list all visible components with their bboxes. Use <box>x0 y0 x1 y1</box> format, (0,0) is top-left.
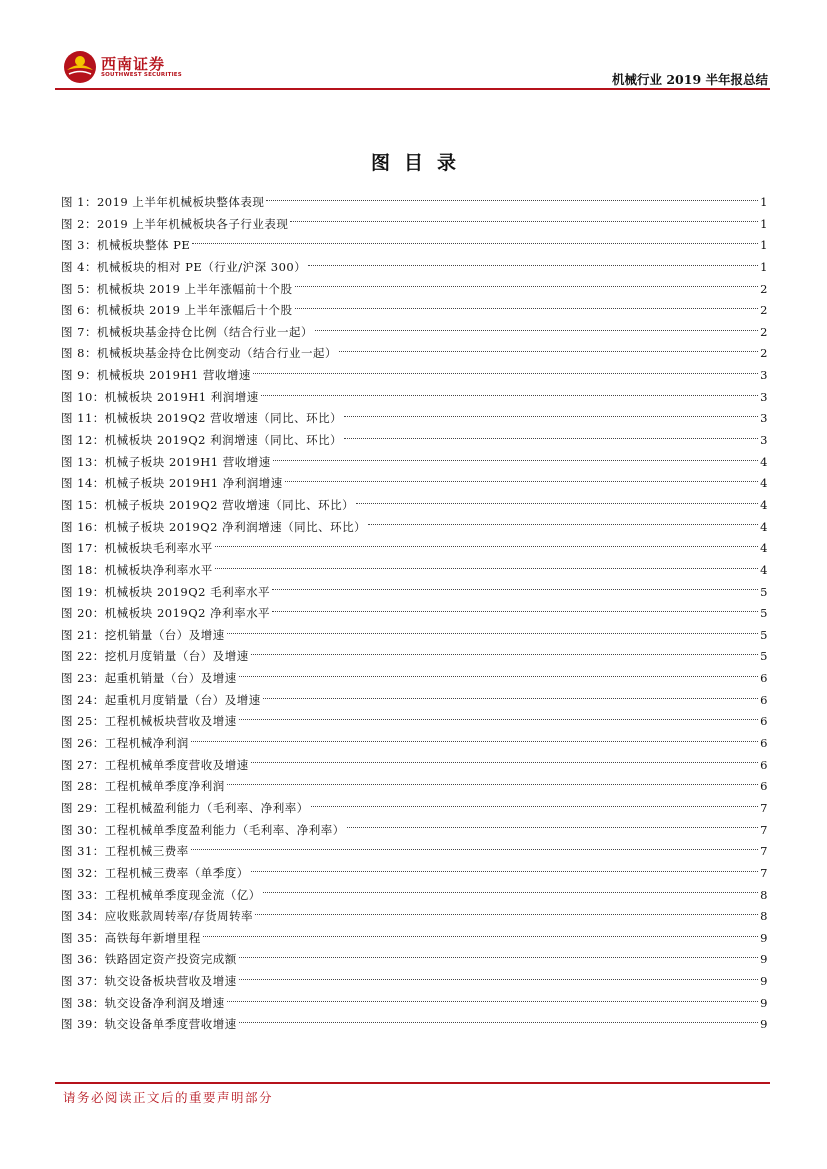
toc-entry-label: 图 33：工程机械单季度现金流（亿） <box>61 887 261 902</box>
toc-entry-page: 5 <box>760 627 768 642</box>
logo-icon <box>63 50 97 84</box>
toc-entry[interactable] <box>61 582 768 604</box>
toc-entry-page: 4 <box>760 476 768 491</box>
toc-leader-dots <box>227 1000 758 1002</box>
toc-entry[interactable] <box>61 928 768 950</box>
toc-leader-dots <box>295 285 758 287</box>
toc-entry-page: 4 <box>760 454 768 469</box>
toc-entry-page: 2 <box>760 324 768 339</box>
toc-entry-page: 4 <box>760 562 768 577</box>
toc-entry-page: 3 <box>760 411 768 426</box>
toc-entry-label: 图 34：应收账款周转率/存货周转率 <box>61 909 254 924</box>
toc-entry-label: 图 37：轨交设备板块营收及增速 <box>61 974 237 989</box>
toc-leader-dots <box>251 870 758 872</box>
toc-entry-page: 1 <box>760 216 768 231</box>
toc-leader-dots <box>255 913 758 915</box>
toc-leader-dots <box>239 718 758 720</box>
toc-entry-page: 7 <box>760 844 768 859</box>
toc-entry-page: 6 <box>760 671 768 686</box>
toc-entry-page: 9 <box>760 930 768 945</box>
figure-list <box>61 192 768 1036</box>
toc-entry-label: 图 5：机械板块 2019 上半年涨幅前十个股 <box>61 281 293 296</box>
toc-entry[interactable] <box>61 646 768 668</box>
toc-entry-page: 5 <box>760 584 768 599</box>
toc-leader-dots <box>192 242 758 244</box>
report-title: 机械行业 2019 半年报总结 <box>612 72 768 87</box>
toc-entry-label: 图 13：机械子板块 2019H1 营收增速 <box>61 454 271 469</box>
toc-entry[interactable] <box>61 257 768 279</box>
toc-entry-label: 图 20：机械板块 2019Q2 净利率水平 <box>61 606 271 621</box>
toc-entry[interactable] <box>61 365 768 387</box>
toc-leader-dots <box>239 956 758 958</box>
toc-entry-label: 图 39：轨交设备单季度营收增速 <box>61 1017 237 1032</box>
toc-entry-label: 图 23：起重机销量（台）及增速 <box>61 671 237 686</box>
toc-leader-dots <box>251 653 758 655</box>
toc-entry-label: 图 15：机械子板块 2019Q2 营收增速（同比、环比） <box>61 497 355 512</box>
toc-entry-label: 图 24：起重机月度销量（台）及增速 <box>61 692 261 707</box>
toc-entry-page: 5 <box>760 606 768 621</box>
toc-entry[interactable] <box>61 863 768 885</box>
toc-leader-dots <box>263 697 758 699</box>
toc-entry[interactable] <box>61 300 768 322</box>
toc-leader-dots <box>239 1021 758 1023</box>
toc-leader-dots <box>261 394 758 396</box>
toc-entry-label: 图 3：机械板块整体 PE <box>61 238 191 253</box>
toc-entry-label: 图 28：工程机械单季度净利润 <box>61 779 225 794</box>
toc-leader-dots <box>308 264 758 266</box>
toc-leader-dots <box>285 480 758 482</box>
toc-entry-label: 图 22：挖机月度销量（台）及增速 <box>61 649 249 664</box>
toc-leader-dots <box>356 502 758 504</box>
toc-entry[interactable] <box>61 776 768 798</box>
toc-leader-dots <box>239 978 758 980</box>
toc-entry[interactable] <box>61 430 768 452</box>
toc-entry[interactable] <box>61 993 768 1015</box>
toc-entry-page: 6 <box>760 736 768 751</box>
toc-entry-label: 图 18：机械板块净利率水平 <box>61 562 213 577</box>
toc-entry-page: 9 <box>760 995 768 1010</box>
toc-leader-dots <box>191 848 758 850</box>
toc-entry-page: 6 <box>760 779 768 794</box>
toc-entry-page: 8 <box>760 909 768 924</box>
toc-entry-label: 图 4：机械板块的相对 PE（行业/沪深 300） <box>61 259 307 274</box>
toc-entry[interactable] <box>61 690 768 712</box>
toc-entry[interactable] <box>61 279 768 301</box>
toc-leader-dots <box>191 740 758 742</box>
toc-entry-page: 1 <box>760 259 768 274</box>
toc-entry[interactable] <box>61 711 768 733</box>
toc-entry-label: 图 7：机械板块基金持仓比例（结合行业一起） <box>61 324 313 339</box>
logo-chinese-text: 西南证券 <box>101 55 166 73</box>
toc-entry-page: 1 <box>760 195 768 209</box>
toc-entry[interactable] <box>61 755 768 777</box>
toc-entry[interactable] <box>61 343 768 365</box>
toc-entry-page: 6 <box>760 757 768 772</box>
toc-entry-page: 4 <box>760 541 768 556</box>
toc-entry[interactable] <box>61 733 768 755</box>
toc-entry-label: 图 12：机械板块 2019Q2 利润增速（同比、环比） <box>61 433 343 448</box>
toc-leader-dots <box>263 891 758 893</box>
toc-entry-label: 图 11：机械板块 2019Q2 营收增速（同比、环比） <box>61 411 343 426</box>
toc-entry-page: 6 <box>760 692 768 707</box>
toc-entry-page: 4 <box>760 497 768 512</box>
toc-leader-dots <box>295 307 758 309</box>
toc-leader-dots <box>253 372 758 374</box>
toc-entry[interactable] <box>61 387 768 409</box>
toc-entry[interactable] <box>61 517 768 539</box>
toc-leader-dots <box>227 632 758 634</box>
toc-entry[interactable] <box>61 560 768 582</box>
footer-divider <box>55 1082 770 1084</box>
toc-entry[interactable] <box>61 625 768 647</box>
toc-entry[interactable] <box>61 538 768 560</box>
toc-leader-dots <box>344 437 758 439</box>
toc-entry[interactable] <box>61 668 768 690</box>
toc-entry[interactable] <box>61 841 768 863</box>
toc-leader-dots <box>215 567 758 569</box>
toc-entry-label: 图 8：机械板块基金持仓比例变动（结合行业一起） <box>61 346 337 361</box>
toc-entry-page: 3 <box>760 368 768 383</box>
toc-leader-dots <box>272 588 758 590</box>
toc-entry[interactable] <box>61 1014 768 1036</box>
toc-entry[interactable] <box>61 603 768 625</box>
toc-entry[interactable] <box>61 452 768 474</box>
toc-entry[interactable] <box>61 473 768 495</box>
toc-leader-dots <box>368 523 758 525</box>
toc-entry-page: 1 <box>760 238 768 253</box>
toc-leader-dots <box>272 610 758 612</box>
toc-entry-label: 图 32：工程机械三费率（单季度） <box>61 865 249 880</box>
toc-entry-page: 3 <box>760 389 768 404</box>
toc-leader-dots <box>344 415 758 417</box>
toc-entry[interactable] <box>61 235 768 257</box>
toc-entry-label: 图 29：工程机械盈利能力（毛利率、净利率） <box>61 800 309 815</box>
toc-leader-dots <box>315 329 758 331</box>
header-divider <box>55 88 770 90</box>
toc-entry[interactable] <box>61 820 768 842</box>
toc-entry[interactable] <box>61 971 768 993</box>
toc-entry-label: 图 31：工程机械三费率 <box>61 844 189 859</box>
toc-entry-label: 图 36：铁路固定资产投资完成额 <box>61 952 237 967</box>
toc-entry[interactable] <box>61 798 768 820</box>
toc-leader-dots <box>273 459 758 461</box>
toc-entry-page: 4 <box>760 519 768 534</box>
toc-entry-page: 2 <box>760 281 768 296</box>
company-logo <box>63 50 183 84</box>
toc-entry-page: 7 <box>760 800 768 815</box>
toc-entry-label: 图 2：2019 上半年机械板块各子行业表现 <box>61 216 289 231</box>
toc-leader-dots <box>251 761 758 763</box>
toc-leader-dots <box>339 350 758 352</box>
toc-entry-page: 9 <box>760 1017 768 1032</box>
toc-entry[interactable] <box>61 906 768 928</box>
toc-entry-page: 5 <box>760 649 768 664</box>
toc-entry-label: 图 9：机械板块 2019H1 营收增速 <box>61 368 251 383</box>
toc-entry-label: 图 30：工程机械单季度盈利能力（毛利率、净利率） <box>61 822 345 837</box>
toc-entry[interactable] <box>61 885 768 907</box>
toc-entry-label: 图 26：工程机械净利润 <box>61 736 189 751</box>
toc-entry-label: 图 35：高铁每年新增里程 <box>61 930 201 945</box>
toc-entry-page: 8 <box>760 887 768 902</box>
toc-entry-page: 2 <box>760 303 768 318</box>
toc-entry[interactable] <box>61 495 768 517</box>
footer-notice: 请务必阅读正文后的重要声明部分 <box>63 1090 274 1105</box>
toc-entry[interactable] <box>61 322 768 344</box>
toc-entry-page: 9 <box>760 974 768 989</box>
toc-entry-label: 图 16：机械子板块 2019Q2 净利润增速（同比、环比） <box>61 519 367 534</box>
toc-entry-label: 图 21：挖机销量（台）及增速 <box>61 627 225 642</box>
toc-entry-label: 图 14：机械子板块 2019H1 净利润增速 <box>61 476 283 491</box>
page-header <box>0 0 827 96</box>
toc-leader-dots <box>227 783 758 785</box>
toc-entry-label: 图 19：机械板块 2019Q2 毛利率水平 <box>61 584 271 599</box>
logo-english-text: SOUTHWEST SECURITIES <box>101 72 182 78</box>
toc-entry-page: 7 <box>760 865 768 880</box>
toc-entry-label: 图 10：机械板块 2019H1 利润增速 <box>61 389 259 404</box>
toc-leader-dots <box>311 805 758 807</box>
toc-entry-page: 9 <box>760 952 768 967</box>
toc-entry-page: 6 <box>760 714 768 729</box>
toc-leader-dots <box>347 826 758 828</box>
toc-entry-label: 图 6：机械板块 2019 上半年涨幅后十个股 <box>61 303 293 318</box>
toc-entry-label: 图 1：2019 上半年机械板块整体表现 <box>61 195 265 209</box>
toc-entry-page: 3 <box>760 433 768 448</box>
toc-entry[interactable] <box>61 214 768 236</box>
toc-title: 图目录 <box>370 152 470 174</box>
toc-leader-dots <box>266 199 758 201</box>
toc-leader-dots <box>290 220 758 222</box>
toc-entry[interactable] <box>61 408 768 430</box>
toc-leader-dots <box>203 935 758 937</box>
toc-entry-label: 图 38：轨交设备净利润及增速 <box>61 995 225 1010</box>
toc-entry-page: 2 <box>760 346 768 361</box>
toc-entry[interactable] <box>61 192 768 214</box>
toc-entry-label: 图 27：工程机械单季度营收及增速 <box>61 757 249 772</box>
toc-entry-label: 图 17：机械板块毛利率水平 <box>61 541 213 556</box>
toc-entry[interactable] <box>61 949 768 971</box>
toc-leader-dots <box>215 545 758 547</box>
toc-leader-dots <box>239 675 758 677</box>
toc-entry-label: 图 25：工程机械板块营收及增速 <box>61 714 237 729</box>
toc-entry-page: 7 <box>760 822 768 837</box>
